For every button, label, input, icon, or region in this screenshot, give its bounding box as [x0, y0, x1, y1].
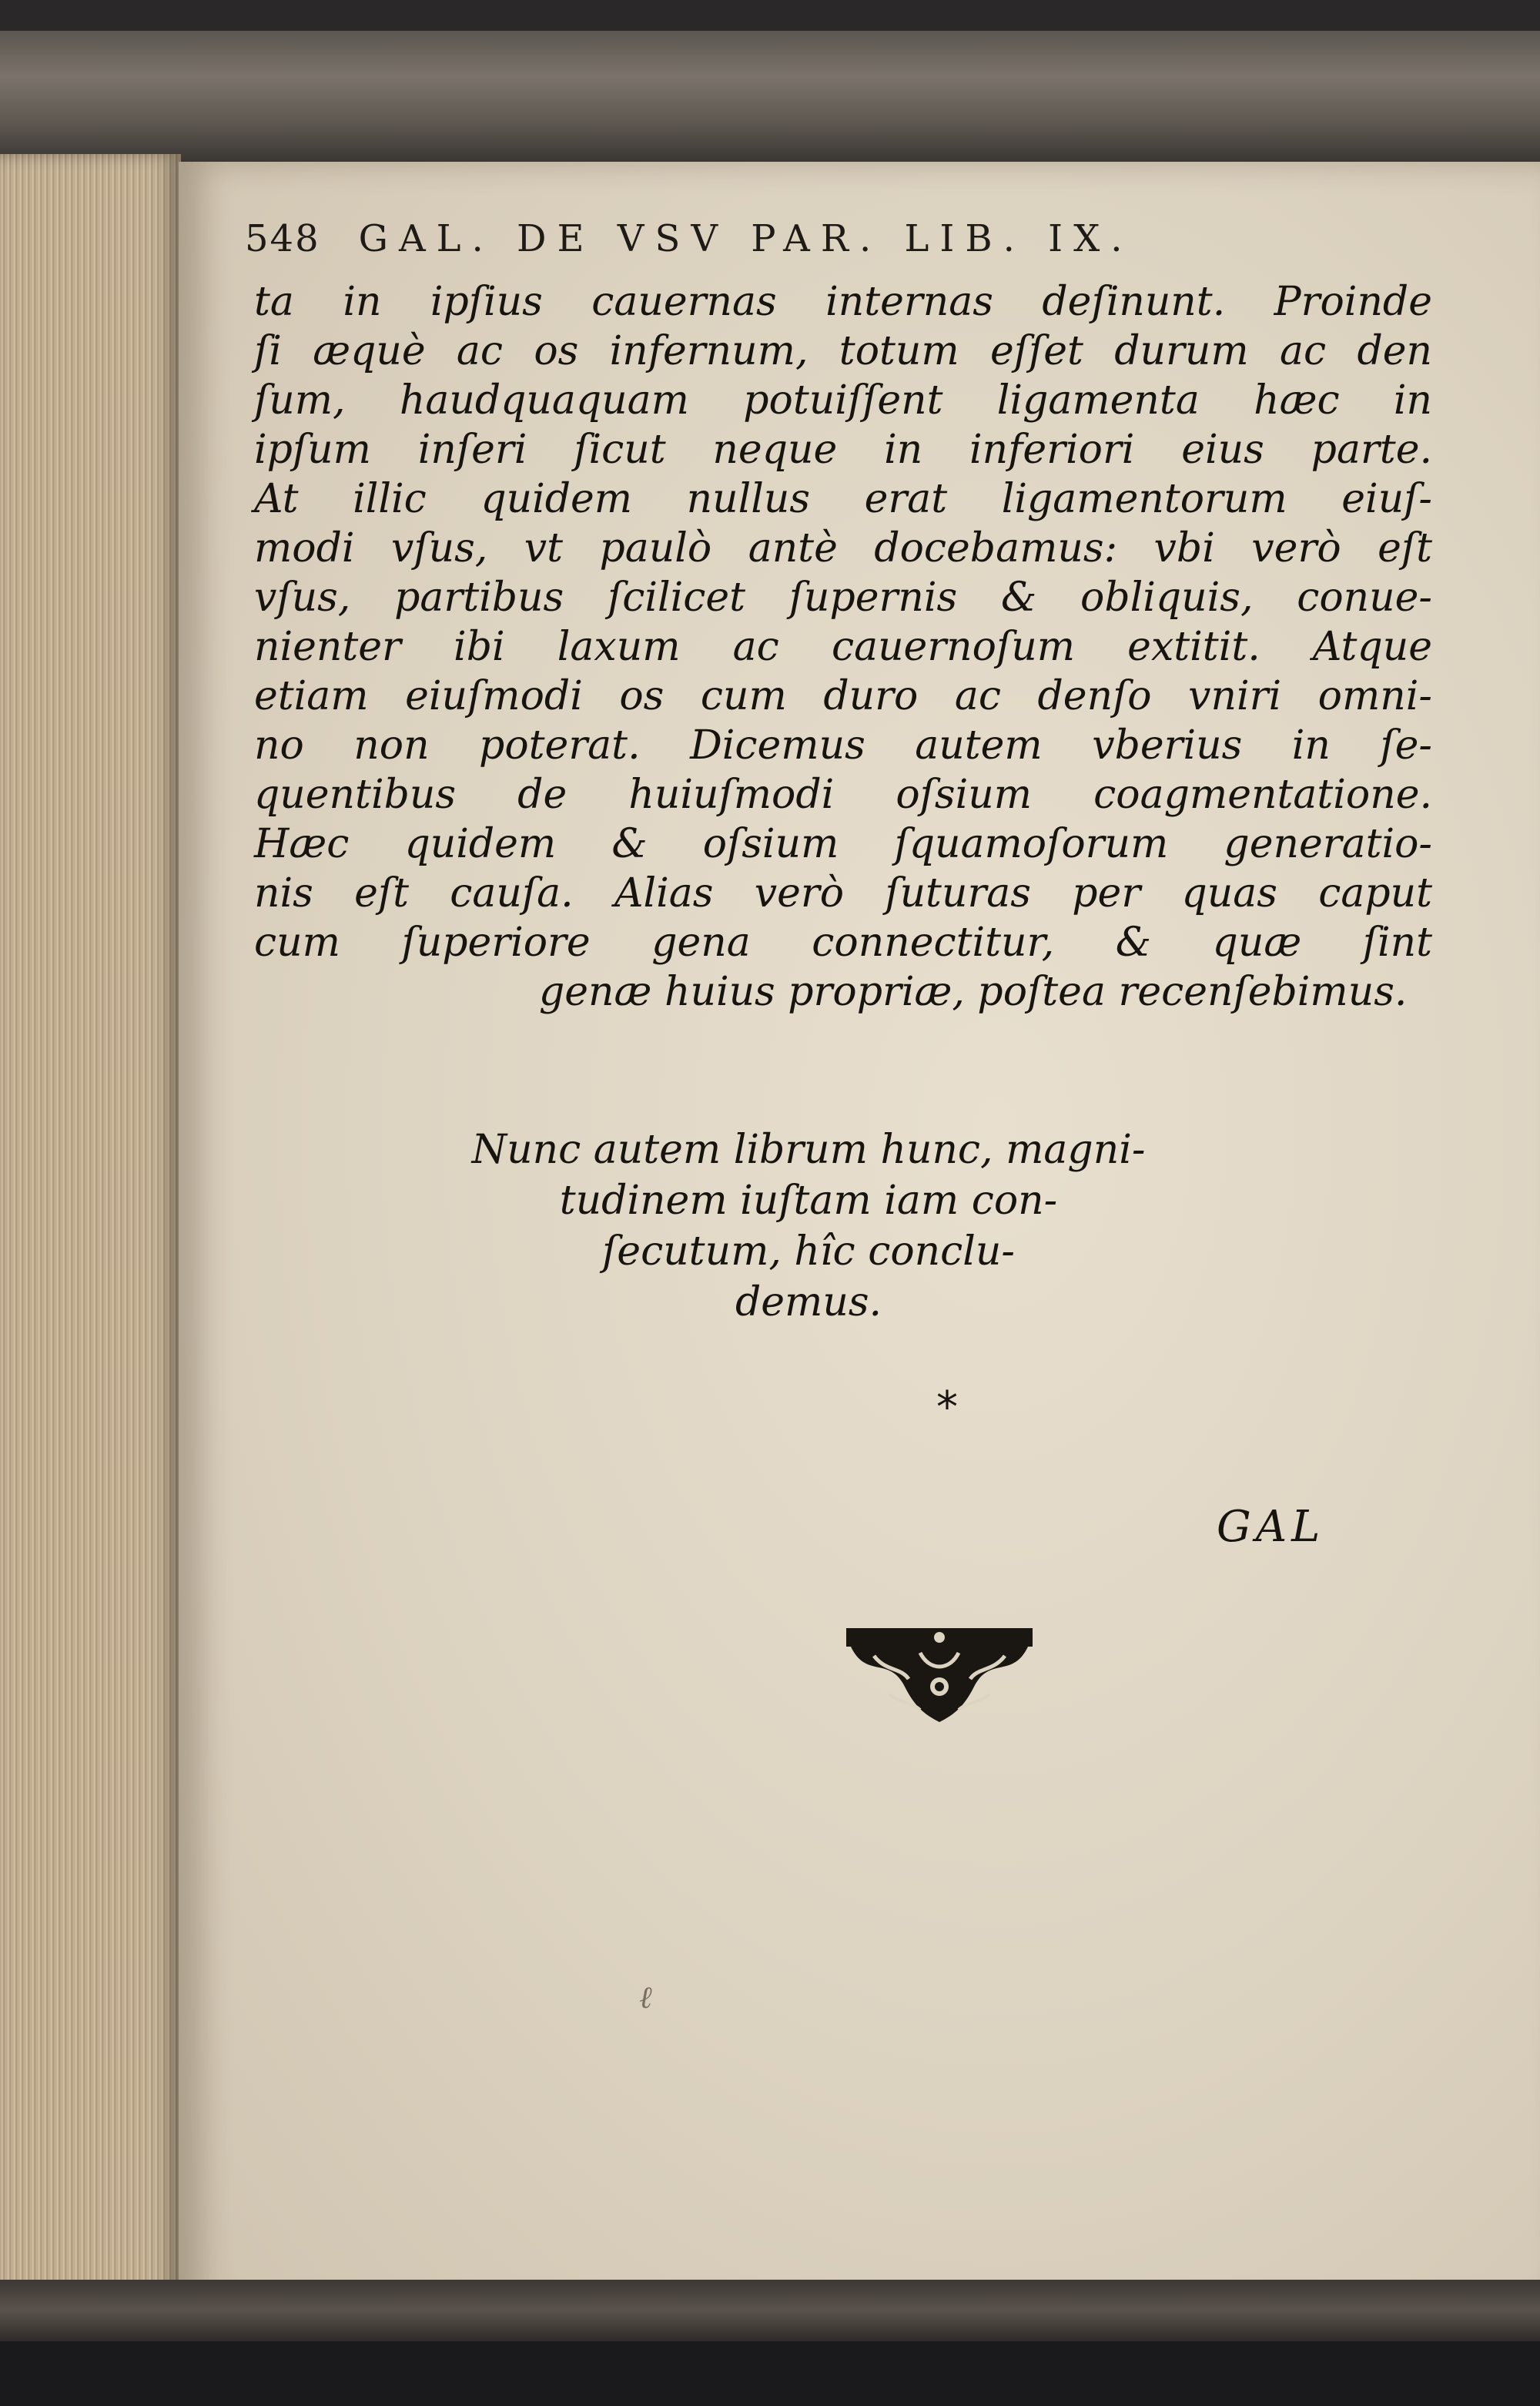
page-edges: [0, 154, 181, 2310]
text-line: no non poterat. Dicemus autem vberius in ſe-: [254, 722, 1432, 769]
book-cover-bottom: [0, 2280, 1540, 2341]
text-line: vſus, partibus ſcilicet ſupernis & obliquis, conue-: [254, 575, 1432, 621]
running-head: [245, 217, 1384, 260]
closing-line: tudinem iuſtam iam con-: [559, 1178, 1058, 1224]
text-line: ſi æquè ac os infernum, totum eſſet durum ac den: [254, 328, 1432, 374]
printers-ornament-icon: [843, 1625, 1036, 1725]
body-text: [254, 277, 1432, 1017]
asterisk-mark: *: [936, 1382, 958, 1433]
text-line: ipſum inſeri ſicut neque in inferiori eius parte.: [254, 427, 1432, 473]
text-line: Hæc quidem & oſsium ſquamoſorum generatio-: [254, 821, 1432, 867]
text-line: etiam eiuſmodi os cum duro ac denſo vniri omni-: [254, 673, 1432, 719]
text-line: ſum, haudquaquam potuiſſent ligamenta hæc in: [254, 377, 1432, 424]
closing-line: demus.: [735, 1279, 882, 1325]
book-cover-top: [0, 31, 1540, 165]
catchword: GAL: [1217, 1502, 1325, 1552]
text-line: nis eſt cauſa. Alias verò ſuturas per quas caput: [254, 870, 1432, 916]
text-line: genæ huius propriæ, poſtea recenſebimus.: [539, 969, 1408, 1015]
closing-line: ſecutum, hîc conclu-: [602, 1228, 1015, 1275]
closing-paragraph: [177, 1124, 1440, 1328]
text-line: nienter ibi laxum ac cauernoſum extitit. Atque: [254, 624, 1432, 670]
text-line: At illic quidem nullus erat ligamentorum eiuſ-: [254, 476, 1432, 522]
page-number: 548: [245, 217, 320, 260]
text-line: cum ſuperiore gena connectitur, & quæ ſint: [254, 920, 1432, 966]
text-line: quentibus de huiuſmodi oſsium coagmentatione.: [254, 772, 1432, 818]
running-title: GAL. DE VSV PAR. LIB. IX.: [358, 217, 1133, 260]
text-line: ta in ipſius cauernas internas deſinunt. Proinde: [254, 279, 1432, 325]
signature-mark: ℓ: [639, 1980, 652, 2016]
text-line: modi vſus, vt paulò antè docebamus: vbi verò eſt: [254, 525, 1432, 571]
closing-line: Nunc autem librum hunc, magni-: [471, 1127, 1146, 1173]
